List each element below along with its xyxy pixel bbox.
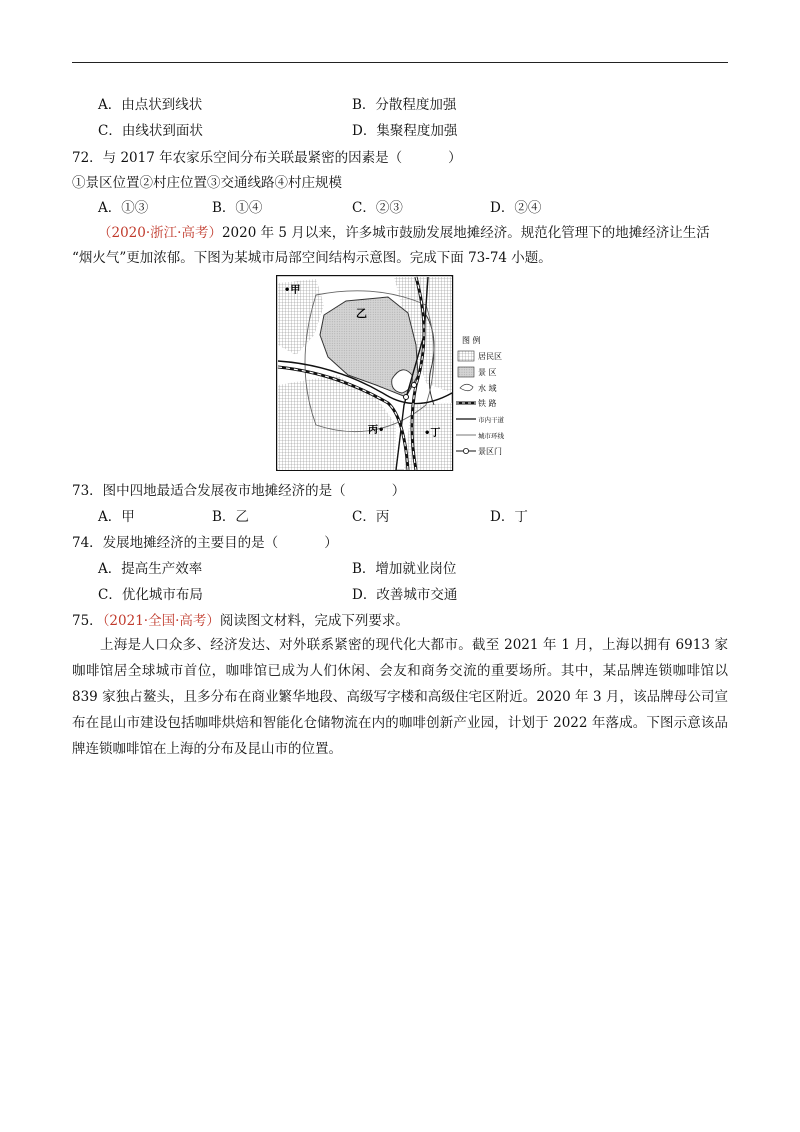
option-c[interactable]: C．②③	[352, 200, 403, 216]
legend-gate: 景区门	[478, 447, 502, 456]
source-tag: （2020·浙江·高考）	[98, 225, 222, 241]
question-72-stem	[72, 149, 462, 167]
legend-ring-road: 城市环线	[478, 432, 504, 440]
place-jia: •甲	[284, 285, 301, 296]
option-d[interactable]: D．集聚程度加强	[352, 123, 458, 139]
stem-text: 72．与 2017 年农家乐空间分布关联最紧密的因素是（	[72, 150, 403, 166]
legend-water: 水 域	[478, 384, 497, 393]
map-legend	[456, 335, 505, 456]
stem-close: ）	[324, 535, 338, 551]
question-74-stem	[72, 534, 338, 552]
option-b[interactable]: B．增加就业岗位	[352, 561, 457, 577]
legend-railway: 铁 路	[478, 399, 497, 408]
question-73-stem	[72, 482, 405, 500]
city-structure-map	[276, 275, 526, 471]
option-c[interactable]: C．由线状到面状	[98, 123, 203, 139]
scenic-gate	[404, 395, 409, 400]
header-rule	[72, 62, 728, 63]
stem-text: 74．发展地摊经济的主要目的是（	[72, 535, 279, 551]
option-b[interactable]: B．乙	[212, 509, 249, 525]
option-b[interactable]: B．分散程度加强	[352, 97, 457, 113]
legend-gate-swatch	[463, 448, 468, 453]
intro-line-1	[98, 224, 710, 242]
question-75-material: 上海是人口众多、经济发达、对外联系紧密的现代化大都市。截至 2021 年 1 月，上海以拥有 6913 家咖啡馆居全球城市首位，咖啡馆已成为人们休闲、会友和商务交流的重要场所。其中，某品牌连锁咖啡馆以 839 家独占鳌头，且多分布在商业繁华地段、高级写字楼和高级住宅区附近。2020 年 3 月，该品牌母公司宣布在昆山市建设包括咖啡烘焙和智能化仓储物流在内的咖啡创新产业园，计划于 2022 年落成。下图示意该品牌连锁咖啡馆在上海的分布及昆山市的位置。	[72, 637, 728, 757]
option-c[interactable]: C．优化城市布局	[98, 587, 203, 603]
legend-scenic: 景 区	[478, 368, 497, 377]
option-d[interactable]: D．改善城市交通	[352, 587, 458, 603]
place-yi: 乙	[356, 307, 367, 320]
instruction: 阅读图文材料，完成下列要求。	[219, 613, 409, 629]
option-a[interactable]: A．由点状到线状	[98, 97, 203, 113]
stem-text: 73．图中四地最适合发展夜市地摊经济的是（	[72, 483, 346, 499]
stem-close: ）	[448, 150, 462, 166]
legend-residential-swatch	[458, 351, 474, 361]
question-number: 75．	[72, 613, 103, 629]
option-b[interactable]: B．①④	[212, 200, 263, 216]
option-a[interactable]: A．甲	[98, 509, 135, 525]
stem-close: ）	[391, 483, 406, 499]
legend-main-road: 市内干道	[478, 416, 504, 424]
legend-water-swatch	[460, 384, 473, 391]
option-d[interactable]: D．②④	[490, 200, 542, 216]
legend-title: 图 例	[462, 336, 481, 345]
option-a[interactable]: A．①③	[98, 200, 149, 216]
legend-scenic-swatch	[458, 367, 474, 377]
option-a[interactable]: A．提高生产效率	[98, 561, 203, 577]
intro-line-2: “烟火气”更加浓郁。下图为某城市局部空间结构示意图。完成下面 73-74 小题。	[72, 250, 552, 266]
source-tag: （2021·全国·高考）	[102, 613, 220, 629]
question-75-header	[72, 612, 409, 630]
option-c[interactable]: C．丙	[352, 509, 390, 525]
place-bing: 丙•	[368, 425, 385, 436]
intro-text-1: 2020 年 5 月以来，许多城市鼓励发展地摊经济。规范化管理下的地摊经济让生活	[221, 225, 710, 241]
legend-residential: 居民区	[478, 352, 502, 361]
scenic-gate	[412, 383, 417, 388]
question-72-factors: ①景区位置②村庄位置③交通线路④村庄规模	[72, 175, 342, 191]
option-d[interactable]: D．丁	[490, 509, 528, 525]
place-ding: •丁	[424, 428, 441, 439]
